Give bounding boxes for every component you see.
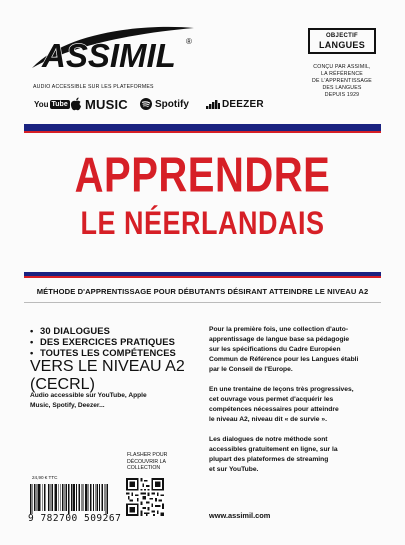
barcode-bar xyxy=(97,484,98,511)
barcode-bar xyxy=(62,484,63,511)
paragraph-line: En une trentaine de leçons très progressives, xyxy=(209,386,354,393)
paragraph-line: Les dialogues de notre méthode sont xyxy=(209,436,328,443)
feature-item xyxy=(30,336,200,347)
barcode-bar xyxy=(81,484,82,511)
barcode-bars xyxy=(30,484,108,514)
barcode-bar xyxy=(97,484,98,511)
barcode-bar xyxy=(83,484,84,511)
feature-text: TOUTES LES COMPÉTENCES xyxy=(40,347,176,358)
youtube-tube: Tube xyxy=(51,100,68,108)
paragraph-line: Pour la première fois, une collection d'auto- xyxy=(209,326,349,333)
bullet-icon: • xyxy=(30,325,34,336)
paragraph-line: sur les spécifications du Cadre Européen xyxy=(209,346,341,353)
feature-text: 30 DIALOGUES xyxy=(40,325,110,336)
audio-platforms-label: AUDIO ACCESSIBLE SUR LES PLATEFORMES xyxy=(33,84,154,90)
concu-line: DE L'APPRENTISSAGE xyxy=(312,78,372,84)
method-subtitle: MÉTHODE D'APPRENTISSAGE POUR DÉBUTANTS DÉSIRANT ATTEINDRE LE NIVEAU A2 xyxy=(36,287,369,296)
barcode-bar xyxy=(69,484,70,514)
barcode-bar xyxy=(35,484,36,511)
youtube-you: You xyxy=(34,99,49,109)
barcode-bar xyxy=(107,484,108,514)
spotify-logo xyxy=(140,95,189,113)
description-paragraph xyxy=(209,385,384,425)
barcode-bar xyxy=(52,484,53,511)
barcode-bar xyxy=(86,484,87,511)
barcode-bar xyxy=(76,484,77,511)
assimil-logo-mark xyxy=(28,22,198,74)
description-paragraph xyxy=(209,325,384,375)
barcode-bar xyxy=(74,484,75,511)
barcode-bar xyxy=(99,484,100,511)
barcode-bar xyxy=(93,484,94,511)
barcode-bar xyxy=(68,484,69,514)
flasher-line: FLASHER POUR xyxy=(127,452,168,458)
barcode-bar xyxy=(38,484,39,511)
spotify-icon xyxy=(140,98,152,110)
barcode-bar xyxy=(88,484,89,511)
barcode-bar xyxy=(49,484,50,511)
barcode-bar xyxy=(74,484,75,511)
bullet-icon: • xyxy=(30,336,34,347)
flasher-line: DÉCOUVRIR LA xyxy=(127,458,166,465)
paragraph-line: par le Conseil de l'Europe. xyxy=(209,366,293,373)
flasher-label xyxy=(127,452,187,472)
top-navy-bar xyxy=(24,124,381,131)
spotify-text: Spotify xyxy=(155,98,189,110)
barcode-bar xyxy=(87,484,88,511)
description-column xyxy=(209,325,384,485)
barcode-bar xyxy=(34,484,35,511)
barcode-bar xyxy=(104,484,105,511)
barcode-bar xyxy=(44,484,45,511)
barcode-bar xyxy=(32,484,33,514)
barcode-bar xyxy=(79,484,80,511)
paragraph-line: plupart des plateformes de streaming xyxy=(209,456,329,463)
deezer-logo xyxy=(206,95,264,113)
deezer-text: DEEZER xyxy=(222,98,264,110)
barcode-bar xyxy=(56,484,57,511)
concu-par-assimil xyxy=(300,64,384,99)
barcode-bar xyxy=(73,484,74,511)
badge-line1: OBJECTIF xyxy=(325,32,359,39)
barcode-bar xyxy=(40,484,41,511)
audio-note xyxy=(30,391,190,411)
audio-note-line: Audio accessible sur YouTube, Apple xyxy=(30,392,147,399)
barcode-bar xyxy=(42,484,43,511)
barcode-bar xyxy=(64,484,65,511)
title-line1: APPRENDRE xyxy=(74,148,331,203)
barcode-bar xyxy=(91,484,92,511)
top-red-stripe xyxy=(24,131,381,133)
qr-code-icon xyxy=(126,478,164,516)
paragraph-line: cet ouvrage vous permet d'acquérir les xyxy=(209,396,334,403)
paragraph-line: accessibles gratuitement en ligne, sur la xyxy=(209,446,338,453)
concu-line: DEPUIS 1929 xyxy=(324,92,360,98)
barcode-bar xyxy=(51,484,52,511)
concu-line: DES LANGUES xyxy=(322,85,362,91)
barcode-bar xyxy=(85,484,86,511)
barcode-bar xyxy=(37,484,38,511)
middle-red-stripe xyxy=(24,276,381,278)
assimil-logo xyxy=(28,22,198,74)
barcode-bar xyxy=(48,484,49,511)
barcode-bar xyxy=(55,484,56,511)
barcode-bar xyxy=(101,484,102,511)
apple-music-text: MUSIC xyxy=(85,96,128,112)
platform-logos xyxy=(28,95,278,113)
barcode-bar xyxy=(66,484,67,511)
subtitle-divider xyxy=(24,302,381,303)
barcode-bar xyxy=(90,484,91,511)
paragraph-line: compétences nécessaires pour atteindre xyxy=(209,406,339,413)
audio-note-line: Music, Spotify, Deezer... xyxy=(30,402,105,409)
website-url: www.assimil.com xyxy=(209,511,271,520)
isbn-number: 9 782700 509267 xyxy=(28,513,122,524)
barcode-bar xyxy=(71,484,72,511)
barcode-bar xyxy=(55,484,56,511)
barcode-bar xyxy=(60,484,61,511)
paragraph-line: Commun de Référence pour les Langues établi xyxy=(209,356,359,363)
feature-item xyxy=(30,325,200,336)
barcode-bar xyxy=(58,484,59,511)
youtube-logo xyxy=(34,95,70,113)
feature-list xyxy=(30,325,200,394)
price: 24,90 € TTC xyxy=(32,475,58,480)
paragraph-line: le niveau A2, niveau dit « de survie ». xyxy=(209,416,327,423)
flasher-line: COLLECTION xyxy=(127,465,161,471)
apple-icon xyxy=(70,97,82,111)
svg-text:ASSIMIL: ASSIMIL xyxy=(42,37,176,74)
badge-line2: LANGUES xyxy=(318,39,366,50)
feature-item xyxy=(30,347,200,358)
deezer-icon xyxy=(206,99,220,109)
paragraph-line: et sur YouTube. xyxy=(209,466,259,473)
barcode-bar xyxy=(63,484,64,511)
qr-code xyxy=(126,478,164,516)
barcode-bar xyxy=(45,484,46,511)
svg-text:®: ® xyxy=(186,37,192,46)
barcode-bar xyxy=(106,484,107,514)
feature-continuation: VERS LE NIVEAU A2 (CECRL) xyxy=(30,358,185,393)
feature-text: DES EXERCICES PRATIQUES xyxy=(40,336,175,347)
description-paragraph xyxy=(209,435,384,475)
objectif-langues-badge xyxy=(308,28,376,54)
barcode-bar xyxy=(102,484,103,511)
barcode-bar xyxy=(30,484,31,514)
title-line2: LE NÉERLANDAIS xyxy=(80,205,325,241)
barcode-bar xyxy=(39,484,40,511)
paragraph-line: apprentissage de langue base sa pédagogie xyxy=(209,336,350,343)
apple-music-logo xyxy=(70,95,128,113)
bullet-icon: • xyxy=(30,347,34,358)
barcode-bar xyxy=(95,484,96,511)
barcode-bar xyxy=(78,484,79,511)
concu-line: LA RÉFÉRENCE xyxy=(321,71,363,77)
concu-line: CONÇU PAR ASSIMIL, xyxy=(313,64,371,70)
